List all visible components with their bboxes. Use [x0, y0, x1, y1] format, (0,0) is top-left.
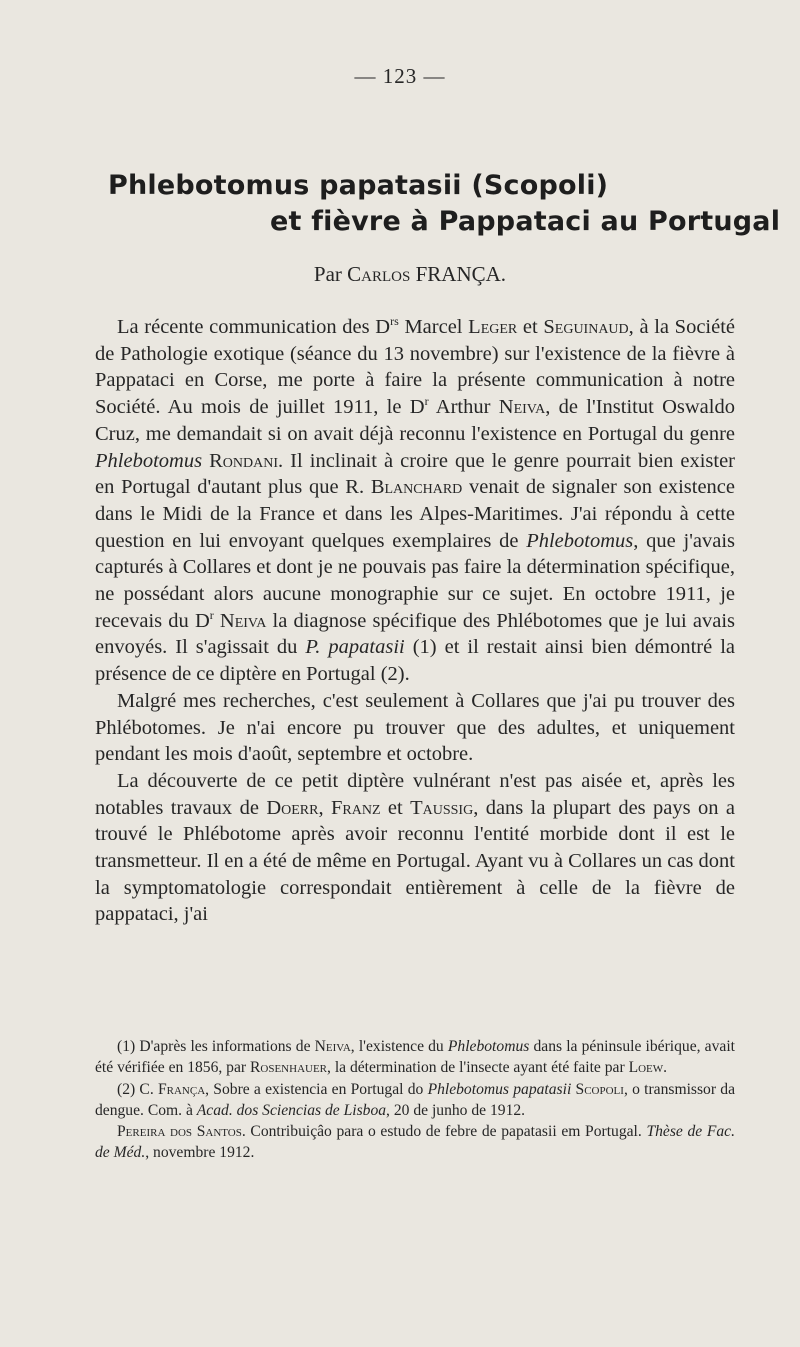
text-run: et: [380, 796, 411, 819]
text-run: , novembre 1912.: [145, 1144, 255, 1162]
superscript: r: [209, 607, 214, 622]
text-run: , Sobre a existencia en Portugal do: [205, 1080, 428, 1098]
text-run: Marcel: [398, 316, 469, 338]
author-name: Rosenhauer: [250, 1059, 328, 1077]
text-run: , l'existence du: [350, 1038, 448, 1055]
text-run: .: [663, 1059, 668, 1077]
text-run: , la détermination de l'insecte ayant été faite par: [327, 1059, 629, 1077]
species-name: Phlebotomus: [526, 529, 634, 552]
author-byline: [0, 262, 800, 287]
body-paragraph-3: [95, 768, 735, 928]
author-name: Rondani: [209, 449, 278, 472]
text-run: , que j'avais capturés à Collares et dont je ne pouvais pas faire la détermination spécifique, ne possédant alors aucune monographie sur ce sujet. En octobre 1911, je recevais du D: [95, 529, 736, 632]
footnotes: [95, 1036, 735, 1164]
species-name: Phlebotomus: [447, 1038, 530, 1055]
author-name: França: [157, 1080, 206, 1098]
text-run: . Il inclinait à croire que le genre pourrait bien exister en Portugal d'autant plus que R.: [95, 449, 736, 499]
text-run: (1) D'après les informations de: [117, 1038, 315, 1055]
footnote-1: [95, 1036, 735, 1079]
species-name: P. papatasii: [305, 636, 405, 659]
article-title-line-1: Phlebotomus papatasii (Scopoli): [108, 170, 609, 201]
author-name: Seguinaud: [543, 316, 629, 338]
text-run: ,: [318, 796, 331, 819]
article-title-line-2: et fièvre à Pappataci au Portugal: [270, 206, 781, 237]
author-name: Pereira dos Santos: [117, 1123, 242, 1141]
text-run: , o transmissor da dengue. Com. à: [95, 1080, 735, 1119]
text-run: , à la Société de Pathologie exotique (séance du 13 novembre) sur l'existence de la fièvre à Pappataci en Corse, me porte à faire la présente communication à notre Société. Au mois de juillet 1911, le D: [95, 316, 736, 419]
footnote-3: [95, 1121, 735, 1164]
text-run: la diagnose spécifique des Phlébotomes que je lui avais envoyés. Il s'agissait du: [95, 609, 735, 659]
text-run: dans la péninsule ibérique, avait été vérifiée en 1856, par: [95, 1038, 735, 1077]
text-run: , 20 de junho de 1912.: [386, 1101, 526, 1119]
article-body: [95, 314, 735, 928]
text-run: , de l'Institut Oswaldo Cruz, me demandait si on avait déjà reconnu l'existence en Portugal du genre: [95, 396, 735, 445]
author-name: Franz: [331, 796, 381, 819]
author-name: Scopoli: [575, 1080, 624, 1098]
author-name: Blanchard: [370, 476, 463, 499]
species-name: Phlebotomus: [95, 449, 203, 472]
author-name: Taussig: [410, 796, 474, 819]
thesis-title: Thèse de Fac. de Méd.: [95, 1123, 735, 1162]
author-given-name: Carlos: [347, 262, 411, 286]
page-number: — 123 —: [354, 64, 446, 88]
body-paragraph-1: [95, 314, 735, 688]
author-name: Loew: [628, 1059, 664, 1077]
byline-prefix: Par: [313, 262, 348, 286]
text-run: (1) et il restait ainsi bien démontré la présence de ce diptère en Portugal (2).: [95, 636, 735, 686]
body-paragraph-2: Malgré mes recherches, c'est seulement à Collares que j'ai pu trouver des Phlébotomes. Je n'ai encore pu trouver que des adultes, et uniquement pendant les mois d'août, septembre et octobre.: [95, 689, 735, 766]
author-family-name: FRANÇA.: [415, 262, 507, 286]
author-name: Neiva: [314, 1038, 351, 1055]
text-run: et: [517, 316, 544, 338]
text-run: , dans la plupart des pays on a trouvé le Phlébotome après avoir reconnu l'entité morbide dont il est le transmetteur. Il en a été de même en Portugal. Ayant vu à Collares un cas dont la symptomatologie correspondait entièrement à celle de la fièvre de pappataci, j'ai: [95, 796, 735, 926]
species-name: Phlebotomus papatasii: [427, 1080, 572, 1098]
superscript: rs: [390, 314, 399, 328]
text-run: (2) C.: [117, 1080, 158, 1098]
text-run: La récente communication des D: [117, 316, 391, 338]
journal-name: Acad. dos Sciencias de Lisboa: [196, 1101, 387, 1119]
author-name: Doerr: [266, 796, 319, 819]
author-name: Neiva: [498, 396, 546, 419]
author-name: Leger: [468, 316, 518, 338]
footnote-2: [95, 1079, 735, 1122]
author-name: Neiva: [219, 609, 267, 632]
text-run: . Contribuiçâo para o estudo de febre de papatasii em Portugal.: [241, 1123, 647, 1141]
superscript: r: [424, 394, 429, 409]
text-run: venait de signaler son existence dans le Midi de la France et dans les Alpes-Maritimes. J'ai répondu à cette question en lui envoyant quelques exemplaires de: [95, 476, 735, 552]
text-run: Arthur: [428, 396, 499, 419]
text-run: La découverte de ce petit diptère vulnérant n'est pas aisée et, après les notables travaux de: [95, 769, 735, 819]
